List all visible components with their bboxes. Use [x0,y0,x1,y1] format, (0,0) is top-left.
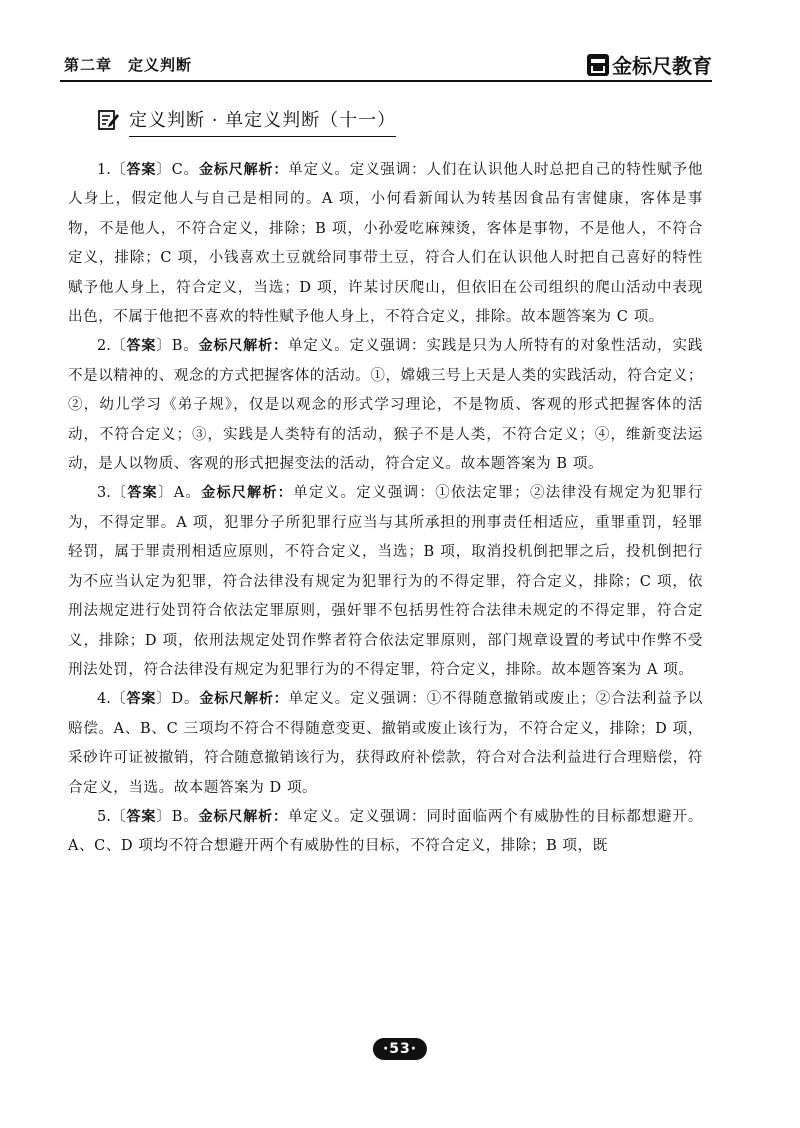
section-heading [97,106,396,137]
chapter-title: 第二章 定义判断 [64,56,193,74]
analysis-label: 金标尺解析： [198,338,288,355]
answer-label: 答案 [127,485,158,502]
analysis-label: 金标尺解析： [201,485,294,502]
answer-label: 答案 [126,691,157,708]
answer-item-4 [68,685,703,803]
analysis-label: 金标尺解析： [198,162,289,178]
analysis-text: 单定义。定义强调：实践是只为人所特有的对象性活动，实践不是以精神的、观念的方式把握客体的活动。①，嫦娥三号上天是人类的实践活动，符合定义；②，幼儿学习《弟子规》，仅是以观念的形式学习理论，不是物质、客观的形式把握客体的活动，不符合定义；③，实践是人类特有的活动，猴子不是人类，不符合定义；④，维新变法运动，是人以物质、客观的形式把握变法的活动，符合定义。故本题答案为 B 项。 [68,338,704,473]
answer-item-1 [68,156,703,332]
item-number: 2. [97,338,111,355]
analysis-text: 单定义。定义强调：①依法定罪；②法律没有规定为犯罪行为，不得定罪。A 项，犯罪分子所犯罪行应当与其所承担的刑事责任相适应，重罪重罚，轻罪轻罚，属于罪责刑相适应原则，不符合定义，当选；B 项，取消投机倒把罪之后，投机倒把行为不应当认定为犯罪，符合法律没有规定为犯罪行为的不得定罪，符合定义，排除；C 项，依刑法规定进行处罚符合依法定罪原则，强奸罪不包括男性符合法律未规定的不得定罪，符合定义，排除；D 项，依刑法规定处罚作弊者符合依法定罪原则，部门规章设置的考试中作弊不受刑法处罚，符合法律没有规定为犯罪行为的不得定罪，符合定义，排除。故本题答案为 A 项。 [68,485,703,678]
brand-name: 金标尺教育 [612,54,712,78]
answer-value: B。 [171,808,199,825]
answer-label: 答案 [126,162,157,178]
answer-label: 答案 [126,338,157,355]
analysis-label: 金标尺解析： [198,808,288,825]
answer-item-2 [68,332,703,479]
answer-list [68,156,703,862]
analysis-text: 单定义。定义强调：①不得随意撤销或废止；②合法利益予以赔偿。A、B、C 三项均不符合不得随意变更、撤销或废止该行为，不符合定义，排除；D 项，采砂许可证被撤销，符合随意撤销该行为，获得政府补偿款，符合对合法利益进行合理赔偿，符合定义，当选。故本题答案为 D 项。 [68,691,703,796]
bracket-left: 〔 [110,691,127,708]
brand-logo-icon [587,54,609,76]
brand-logo [587,50,712,79]
answer-item-3 [68,479,703,685]
bracket-left: 〔 [110,338,127,355]
answer-value: C。 [171,162,199,178]
answer-value: B。 [171,338,199,355]
answer-value: D。 [171,691,200,708]
answer-value: A。 [173,485,202,502]
item-number: 3. [97,485,111,502]
answer-item-5 [68,803,703,862]
bracket-left: 〔 [110,808,127,825]
item-number: 4. [97,691,111,708]
pencil-note-icon [97,108,121,136]
bracket-right: 〕 [156,691,172,708]
analysis-text: 单定义。定义强调：人们在认识他人时总把自己的特性赋予他人身上，假定他人与自己是相同的。A 项，小何看新闻认为转基因食品有害健康，客体是事物，不是他人，不符合定义，排除；B 项，小孙爱吃麻辣烫，客体是事物，不是他人，不符合定义，排除；C 项，小钱喜欢土豆就给同事带土豆，符合人们在认识他人时把自己喜好的特性赋予他人身上，符合定义，当选；D 项，许某讨厌爬山，但依旧在公司组织的爬山活动中表现出色，不属于他把不喜欢的特性赋予他人身上，不符合定义，排除。故本题答案为 C 项。 [68,162,703,326]
bracket-right: 〕 [156,338,172,355]
analysis-label: 金标尺解析： [199,691,289,708]
page-header [60,50,712,82]
bracket-right: 〕 [156,162,172,178]
item-number: 5. [97,808,111,825]
page-number: ·53· [373,1038,427,1060]
bracket-right: 〕 [157,485,174,502]
bracket-left: 〔 [110,485,128,502]
bracket-right: 〕 [156,808,172,825]
section-title: 定义判断 · 单定义判断（十一） [129,106,396,137]
item-number: 1. [97,162,111,178]
answer-label: 答案 [126,808,157,825]
analysis-text: 单定义。定义强调：同时面临两个有威胁性的目标都想避开。A、C、D 项均不符合想避开两个有威胁性的目标，不符合定义，排除；B 项，既 [68,808,704,855]
bracket-left: 〔 [110,162,127,178]
